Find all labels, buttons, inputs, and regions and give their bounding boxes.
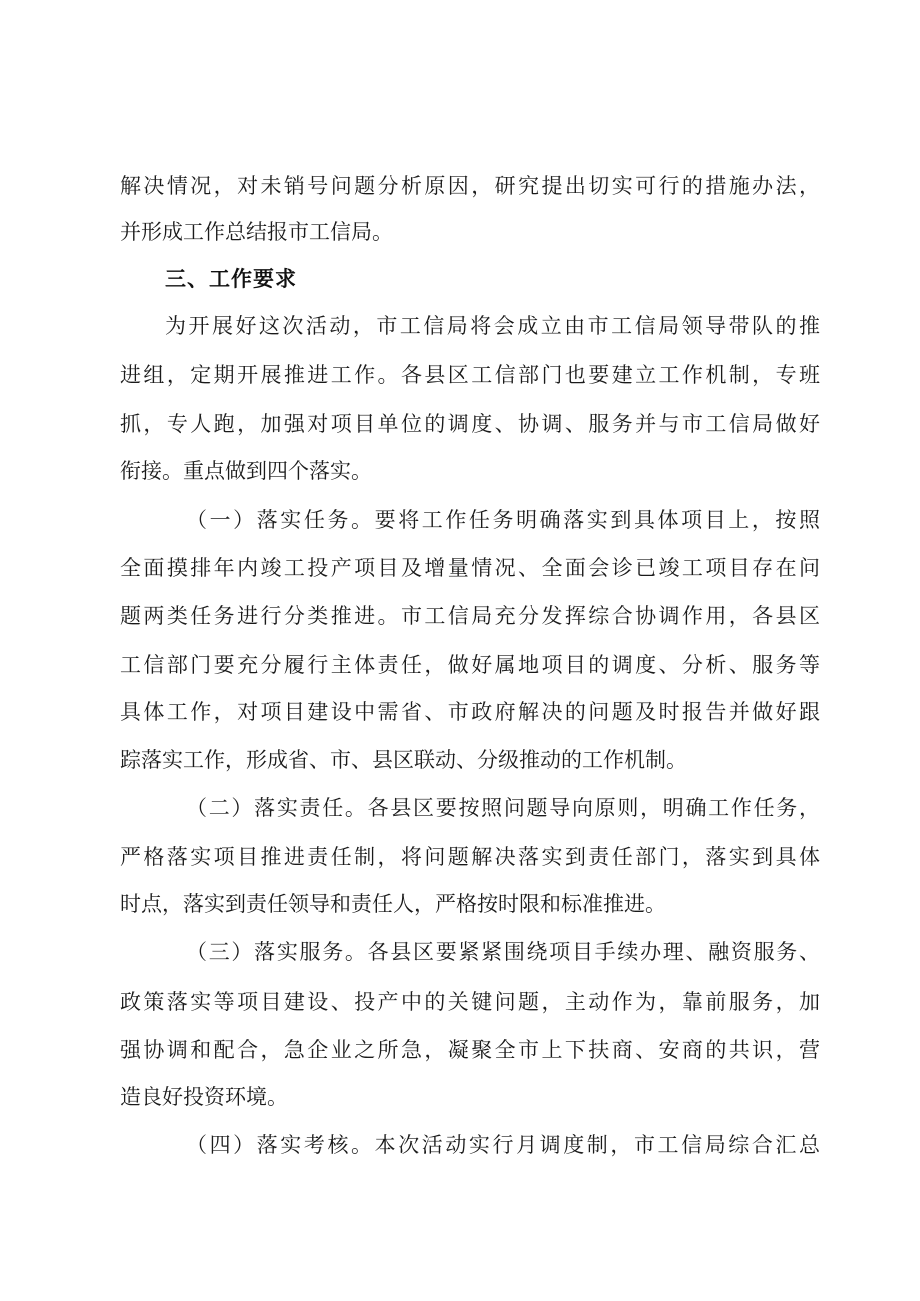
section-heading: 三、工作要求	[165, 267, 297, 291]
paragraph-line: （一）落实任务。要将工作任务明确落实到具体项目上，按照	[186, 508, 820, 532]
paragraph-line: （三）落实服务。各县区要紧紧围绕项目手续办理、融资服务、	[186, 940, 820, 964]
paragraph-line: 全面摸排年内竣工投产项目及增量情况、全面会诊已竣工项目存在问	[120, 556, 820, 580]
paragraph-line: 抓，专人跑，加强对项目单位的调度、协调、服务并与市工信局做好	[120, 412, 820, 436]
paragraph-line: 强协调和配合，急企业之所急，凝聚全市上下扶商、安商的共识，营	[120, 1038, 820, 1062]
paragraph-line: 并形成工作总结报市工信局。	[120, 220, 393, 244]
paragraph-line: 题两类任务进行分类推进。市工信局充分发挥综合协调作用，各县区	[120, 604, 820, 628]
paragraph-line: （四）落实考核。本次活动实行月调度制，市工信局综合汇总	[186, 1133, 820, 1157]
paragraph-line: 衔接。重点做到四个落实。	[120, 459, 372, 483]
paragraph-line: 具体工作，对项目建设中需省、市政府解决的问题及时报告并做好跟	[120, 700, 820, 724]
paragraph-line: 时点，落实到责任领导和责任人，严格按时限和标准推进。	[120, 892, 666, 916]
paragraph-line: 工信部门要充分履行主体责任，做好属地项目的调度、分析、服务等	[120, 653, 820, 677]
paragraph-line: 政策落实等项目建设、投产中的关键问题，主动作为，靠前服务，加	[120, 990, 820, 1014]
paragraph-line: （二）落实责任。各县区要按照问题导向原则，明确工作任务，	[186, 796, 820, 820]
paragraph-line: 进组，定期开展推进工作。各县区工信部门也要建立工作机制，专班	[120, 363, 820, 387]
paragraph-line: 为开展好这次活动，市工信局将会成立由市工信局领导带队的推	[165, 314, 820, 338]
paragraph-line: 踪落实工作，形成省、市、县区联动、分级推动的工作机制。	[120, 748, 687, 772]
paragraph-line: 造良好投资环境。	[120, 1085, 288, 1109]
paragraph-line: 严格落实项目推进责任制，将问题解决落实到责任部门，落实到具体	[120, 845, 820, 869]
paragraph-line: 解决情况，对未销号问题分析原因，研究提出切实可行的措施办法，	[120, 174, 820, 198]
